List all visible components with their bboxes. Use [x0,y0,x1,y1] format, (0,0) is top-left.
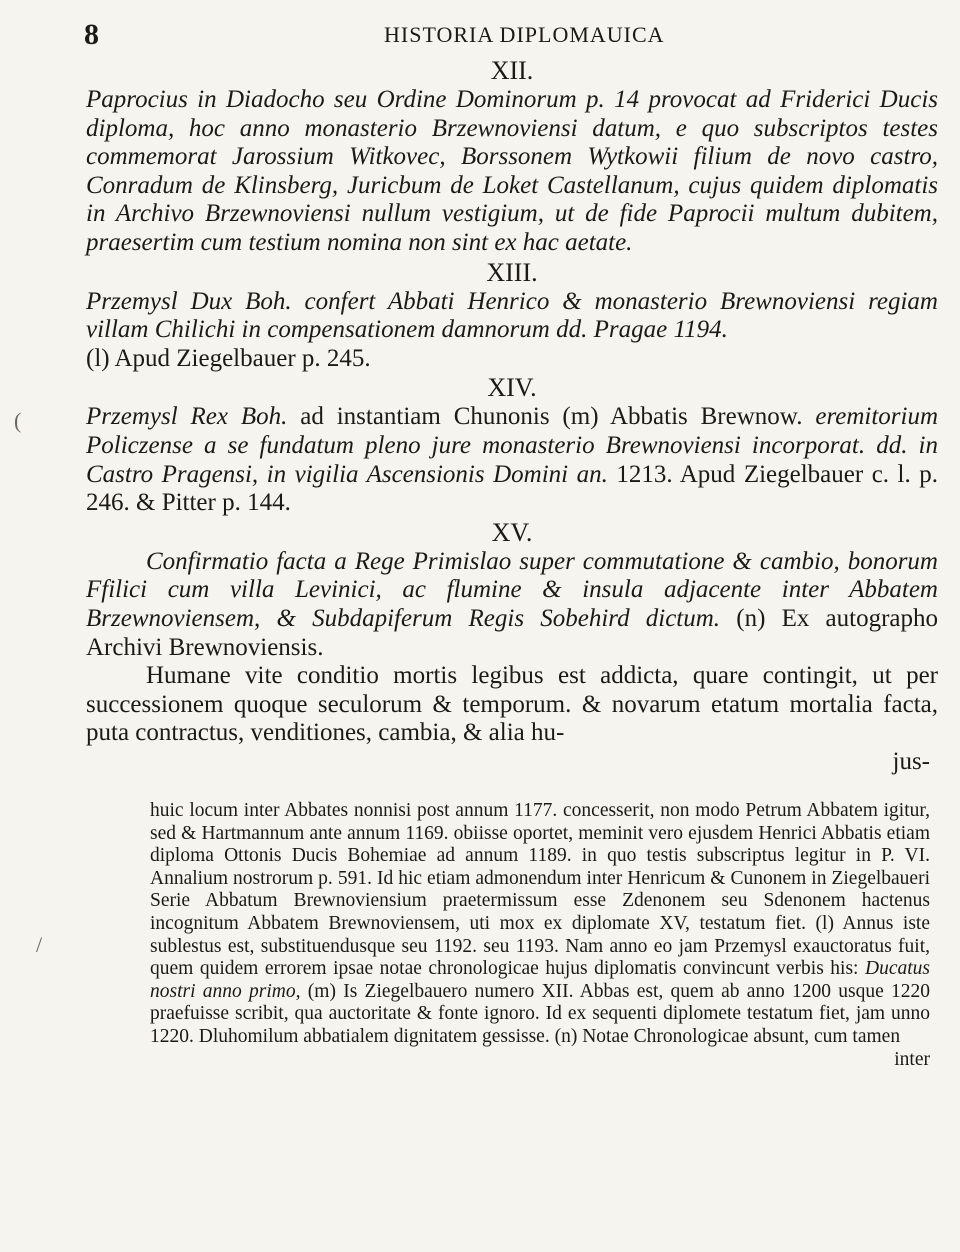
page-header [84,16,944,50]
margin-bracket-mark: ( [14,408,22,433]
footnote-mark-l: (l) [805,912,843,934]
body-paragraph: Humane vite conditio mortis legibus est addicta, quare contingit, ut per successionem quoque seculorum & temporum. & novarum etatum mortalia facta, puta contractus, venditiones, cambia, & alia hu- [86,662,938,747]
section-xiv-lead-roman: ad instantiam Chunonis (m) Abbatis Brewnow. [287,403,803,431]
footnote-l-text: Annus iste sublestus est, substituendusque seu 1192. seu 1193. Nam anno eo jam Przemysl exauctoratus fuit, quem quidem errorem ipsae notae chronologicae hujus diplomatis convincunt verbis his: [150,912,930,980]
section-numeral-xv: XV. [491,517,533,547]
section-numeral-xiv: XIV. [487,373,537,403]
footnote-mark-m: (m) [300,980,344,1002]
footnotes [150,800,930,1071]
footnote-l-quote: Ducatus nostri anno primo, [150,958,930,1002]
footnote-n-text: Notae Chronologicae absunt, cum tamen [582,1025,901,1047]
section-xv-body: Confirmatio facta a Rege Primislao super commutatione & cambio, bonorum Ffilici cum villa Levinici, ac flumine & insula adjacente inter Abbatem Brzewnoviensem, & Subdapiferum Regis Sobehird dictum. [86,547,938,632]
section-xii-text: Paprocius in Diadocho seu Ordine Dominorum p. 14 provocat ad Friderici Ducis diploma, hoc anno monasterio Brzewnoviensi datum, e quo subscriptos testes commemorat Jarossium Witkovec, Borssonem Wytkowii filium de novo castro, Conradum de Klinsberg, Juricbum de Loket Castellanum, cujus quidem diplomatis in Archivo Brzewnoviensi nullum vestigium, ut de fide Paprocii multum dubitem, praesertim cum testium nomina non sint ex hac aetate. [86,86,938,256]
section-xiv-tail: 1213. Apud Ziegelbauer c. l. p. 246. & Pitter p. 144. [86,460,938,517]
section-xv-text [86,548,938,662]
catchword: jus- [892,747,930,775]
footnote-k-continuation: huic locum inter Abbates nonnisi post annum 1177. concesserit, non modo Petrum Abbatem igitur, sed & Hartmannum ante annum 1169. obiisse oportet, meminit vero ejusdem Henrici Abbatis etiam diploma Ottonis Ducis Bohemiae ad annum 1189. in quo testis subscriptus legitur in P. VI. Annalium nostrorum p. 591. Id hic etiam admonendum inter Henricum & Cunonem in Ziegelbaueri Serie Abbatum Brewnoviensium praetermissum esse Zdenonem seu Sdenonem hactenus incognitum Abbatem Brewnoviensem, uti mox ex diplomate XV, testatum fiet. [150,800,930,934]
footnote-mark-n: (n) [549,1025,583,1047]
running-title: HISTORIA DIPLOMAUICA [384,22,665,47]
section-xiv-lead: Przemysl Rex Boh. [86,403,288,431]
footnote-catchword: inter [894,1048,930,1070]
section-xiv-body: eremitorium Policzense a se fundatum pleno jure monasterio Brewnoviensi incorporat. dd. in Castro Pragensi, in vigilia Ascensionis Domini an. [86,403,939,488]
section-xv-tail: (n) Ex autographo Archivi Brewnoviensis. [86,604,938,661]
footnote-m-text: Is Ziegelbauero numero XII. Abbas est, quem ab anno 1200 usque 1220 praefuisse scribit, qua auctoritate & fonte ignoro. Id ex sequenti diplomete testatum fiet, jam unno 1220. Dluhomilum abbatialem dignitatem gessisse. [150,980,930,1047]
section-xiii-text: Przemysl Dux Boh. confert Abbati Henrico & monasterio Brewnoviensi regiam villam Chilichi in compensationem damnorum dd. Pragae 1194. [86,287,938,344]
section-numeral-xii: XII. [490,56,534,85]
footnote-text [150,800,930,1049]
section-xiii-reference: (l) Apud Ziegelbauer p. 245. [86,344,371,372]
section-xiv-text [86,403,938,517]
section-numeral-xiii: XIII. [486,257,538,287]
page-number: 8 [84,18,99,51]
main-text [86,56,938,776]
margin-slash-mark: / [36,932,43,957]
